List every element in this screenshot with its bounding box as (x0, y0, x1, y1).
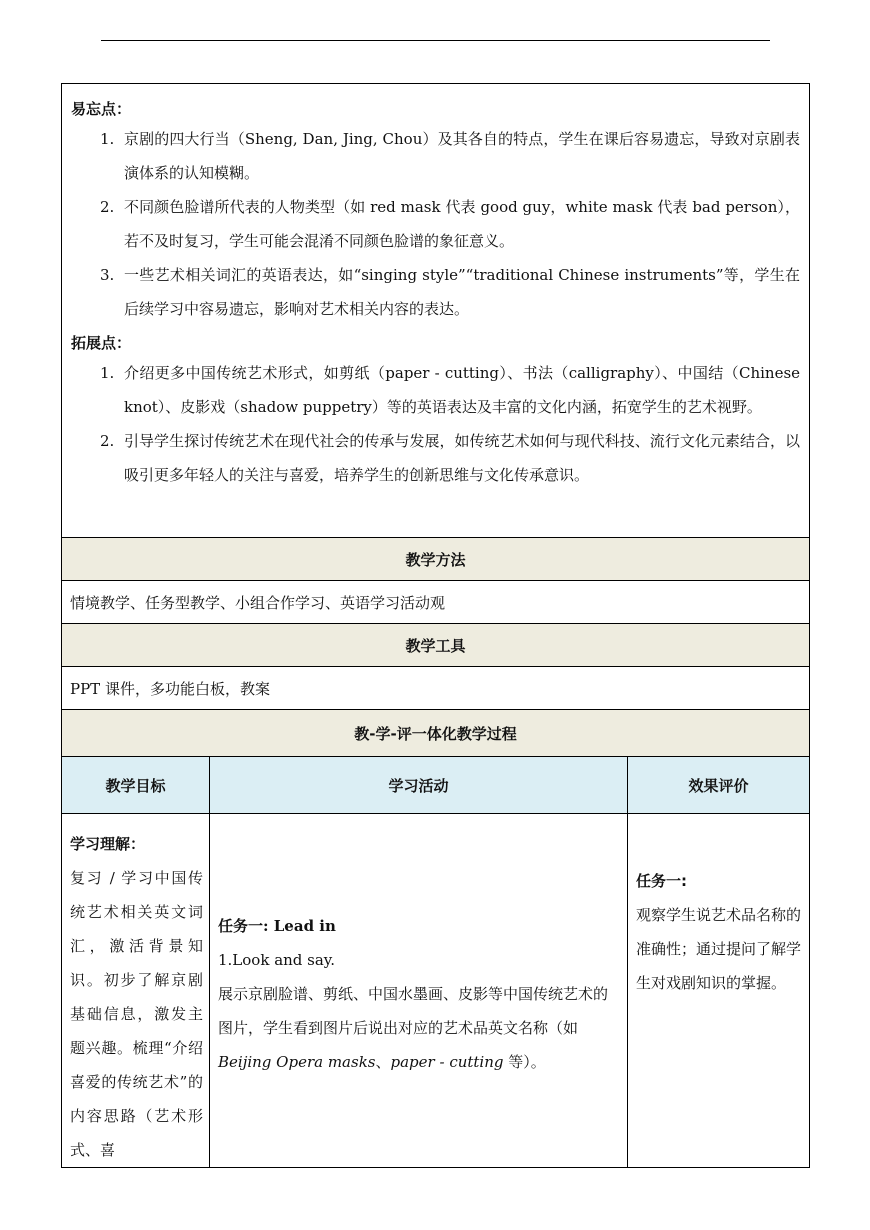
methods-content: 情境教学、任务型教学、小组合作学习、英语学习活动观 (62, 581, 810, 624)
tools-header: 教学工具 (62, 624, 810, 667)
column-header-evaluation: 效果评价 (628, 757, 810, 814)
list-item: 1. 京剧的四大行当（Sheng, Dan, Jing, Chou）及其各自的特点，学生在课后容易遗忘，导致对京剧表演体系的认知模糊。 (100, 130, 801, 182)
header-rule (101, 40, 770, 41)
activity-description: 展示京剧脸谱、剪纸、中国水墨画、皮影等中国传统艺术的图片，学生看到图片后说出对应的艺术品英文名称（如 Beijing Opera masks、paper - cutting 等）。 (218, 984, 609, 1071)
evaluation-text: 观察学生说艺术品名称的准确性；通过提问了解学生对戏剧知识的掌握。 (636, 906, 802, 992)
objective-cell (62, 814, 210, 1168)
extension-points-list (71, 356, 800, 492)
column-header-objective: 教学目标 (62, 757, 210, 814)
methods-header: 教学方法 (62, 538, 810, 581)
activity-cell (210, 814, 628, 1168)
evaluation-cell (628, 814, 810, 1168)
extension-points-label: 拓展点： (71, 334, 132, 352)
list-item: 3. 一些艺术相关词汇的英语表达，如“singing style”“traditional Chinese instruments”等，学生在后续学习中容易遗忘，影响对艺术相关内容的表达。 (100, 266, 801, 318)
lesson-plan-table (61, 83, 810, 1168)
list-item: 2. 不同颜色脸谱所代表的人物类型（如 red mask 代表 good guy，white mask 代表 bad person），若不及时复习，学生可能会混淆不同颜色脸谱的象征意义。 (100, 198, 801, 250)
objective-text: 复习 / 学习中国传统艺术相关英文词汇，激活背景知识。初步了解京剧基础信息，激发主题兴趣。梳理“介绍喜爱的传统艺术”的内容思路（艺术形式、喜 (70, 869, 203, 1159)
tools-content: PPT 课件，多功能白板，教案 (62, 667, 810, 710)
evaluation-label: 任务一: (636, 872, 687, 890)
forget-points-list (71, 122, 800, 326)
column-header-activity: 学习活动 (210, 757, 628, 814)
list-item: 2. 引导学生探讨传统艺术在现代社会的传承与发展，如传统艺术如何与现代科技、流行文化元素结合，以吸引更多年轻人的关注与喜爱，培养学生的创新思维与文化传承意识。 (100, 432, 801, 484)
objective-label: 学习理解： (70, 835, 146, 853)
forget-points-label: 易忘点： (71, 100, 132, 118)
list-item: 1. 介绍更多中国传统艺术形式，如剪纸（paper - cutting）、书法（calligraphy）、中国结（Chinese knot）、皮影戏（shadow puppetry）等的英语表达及丰富的文化内涵，拓宽学生的艺术视野。 (100, 364, 801, 416)
notes-cell (62, 84, 810, 538)
process-header: 教-学-评一体化教学过程 (62, 710, 810, 757)
activity-task-title: 任务一: Lead in (218, 916, 336, 935)
activity-step: 1.Look and say. (218, 950, 336, 969)
